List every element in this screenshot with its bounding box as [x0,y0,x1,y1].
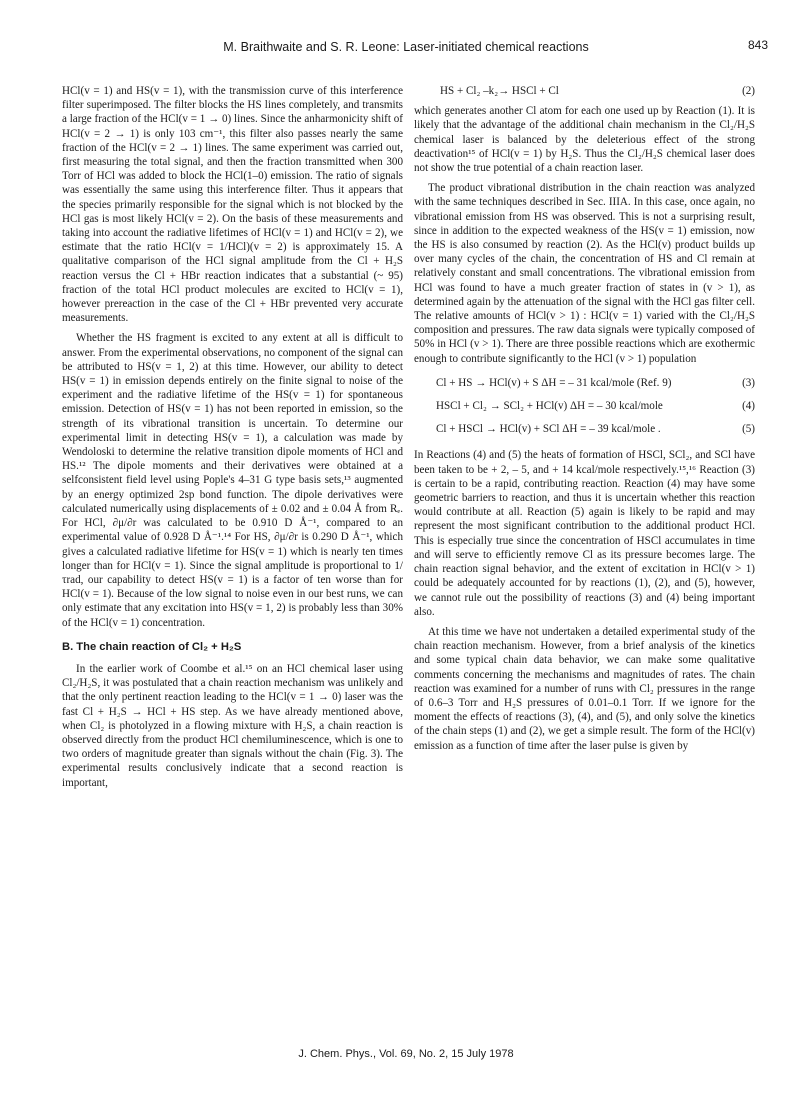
equation-text: HSCl + Cl₂ → SCl₂ + HCl(v) ΔH = – 30 kcal/mole [436,400,663,413]
equation-number: (5) [742,423,755,436]
equation-4 [414,399,755,413]
paragraph: Whether the HS fragment is excited to any extent at all is difficult to answer. From the experimental observations, no component of the signal can be attributed to HS(v = 1, 2) at this time. However, our ability to detect HS(v = 1) in emission depends entirely on the finite signal to noise of the experiment and the radiative lifetime of the HS(v = 1) for spontaneous emission. Detection of HS(v = 1) has not been reported in emission, so the strength of its vibrational transition is uncertain. To determine our experimental limit in detecting HS(v = 1), a calculation was made by Wendoloski to determine the relative transition dipole moments of HCl and HS.¹² The dipole moments and their derivatives were obtained at a selfconsistent field level using Pople's 4–31 G type basis sets,¹³ augmented by an energy optimized 2sp bond function. The dipole derivatives were calculated numerically using displacements of ± 0.02 and ± 0.04 Å from Rₑ. For HCl, ∂μ/∂r was calculated to be 0.910 D Å⁻¹, compared to an experimental value of 0.928 D Å⁻¹.¹⁴ For HS, ∂μ/∂r is 0.290 D Å⁻¹, which gives a calculated radiative lifetime for HS(v = 1) which is nearly ten times longer than for HCl(v = 1). Since the signal amplitude is proportional to 1/τrad, our capability to detect HS(v = 1) is a factor of ten worse than for HCl(v = 1). Because of the low signal to noise even in our best runs, we can only estimate that any excitation into HS(v = 1, 2) is probably less than 30% of the HCl(v = 1) concentration. [62,332,403,629]
paragraph: The product vibrational distribution in the chain reaction was analyzed with the same techniques described in Sec. IIIA. In this case, once again, no vibrational emission from HS was observed. This is not a surprising result, since in addition to the expected weakness of the HS(v = 1) emission, now the HS is also consumed by reaction (2). As the HCl(v) product builds up over many cycles of the chain, the concentration of HS and Cl remain at relatively constant and small concentrations. The vibrational emission from HCl was found to have a much greater fraction of states in (v > 1), as determined again by the attenuation of the signal with the HCl gas filter cell. The relative amounts of HCl(v > 1) : HCl(v = 1) varied with the Cl₂/H₂S composition and pressures. The raw data signals were typically composed of 50% in HCl (v > 1). There are three possible reactions which are exothermic enough to contribute significantly to the HCl (v > 1) population [414,182,755,365]
equation-text: Cl + HS → HCl(v) + S ΔH = – 31 kcal/mole (Ref. 9) [436,376,672,389]
paragraph: which generates another Cl atom for each one used up by Reaction (1). It is likely that the advantage of the additional chain mechanism in the Cl₂/H₂S chemical laser is balanced by the deleterious effect of the strong deactivation¹⁵ of HCl(v = 1) by H₂S. Thus the Cl₂/H₂S chemical laser does not show the true potential of a chain reaction laser. [414,105,755,175]
equation-block [414,376,755,437]
equation-3 [414,376,755,390]
equation-5 [414,422,755,436]
running-header [0,40,812,58]
journal-citation: J. Chem. Phys., Vol. 69, No. 2, 15 July 1978 [298,1048,514,1060]
page-number: 843 [747,38,768,52]
paragraph: In Reactions (4) and (5) the heats of formation of HSCl, SCl₂, and SCl have been taken to be + 2, – 5, and + 14 kcal/mole respectively.¹⁵,¹⁶ Reaction (3) is certain to be a rapid, contributing reaction. Reaction (4) may have some geometric barriers to reaction, and thus it is uncertain whether this reaction would contribute at all. Reaction (5) again is likely to be rapid and may represent the most significant contribution to the additional product HCl. This is especially true since the concentration of HSCl accumulates in time and will serve to efficiently remove Cl as its pressure becomes large. The chain reaction signal behavior, and the extent of excitation in HCl(v > 1) could be adequately accounted for by reactions (1), (2), and (5), however, we cannot rule out the possibility of reactions (3) and (4) being important also. [414,449,755,618]
running-title: M. Braithwaite and S. R. Leone: Laser-initiated chemical reactions [223,40,589,54]
equation-number: (2) [742,85,755,97]
equation-2 [414,84,755,98]
paragraph: At this time we have not undertaken a detailed experimental study of the chain reaction mechanism. However, from a brief analysis of the kinetics and some typical chain data behavior, we can make some qualitative comments concerning the mechanisms and magnitudes of rates. The chain reaction was examined for a number of runs with Cl₂ pressures in the range of 0.6–3 Torr and H₂S pressures of 0.01–0.1 Torr. If we ignore for the moment the effects of reactions (3), (4), and (5), and only solve the kinetics of the chain steps (1) and (2), we get a simple result. The form of the HCl(v) emission as a function of time after the laser pulse is given by [414,625,755,752]
equation-text: HS + Cl₂ –k₂→ HSCl + Cl [440,85,559,97]
paragraph: In the earlier work of Coombe et al.¹⁵ on an HCl chemical laser using Cl₂/H₂S, it was postulated that a chain reaction mechanism was unlikely and that the only pertinent reaction leading to the HCl(v = 1 → 0) laser was the fast Cl + H₂S → HCl + HS step. As we have already mentioned above, when Cl₂ is photolyzed in a flowing mixture with H₂S, a chain reaction is observed directly from the product HCl chemiluminescence, which is one to two orders of magnitude greater than signals without the chain (Fig. 3). The experimental results conclusively indicate that a second reaction is important, [62,662,403,789]
equation-number: (4) [742,400,755,413]
paragraph: HCl(v = 1) and HS(v = 1), with the transmission curve of this interference filter superimposed. The filter blocks the HS lines completely, and transmits a large fraction of the HCl(v = 1 → 0) lines. Since the anharmonicity shift of HCl(v = 2 → 1) is only 103 cm⁻¹, this filter also passes nearly the same fraction of the HCl(v = 2 → 1) lines. The same experiment was carried out, first measuring the total signal, and then the fraction transmitted when 300 Torr of HCl was added to block the HCl(1–0) emission. The ratio of signals was essentially the same using this interference filter. Thus it appears that the species primarily responsible for the signal which is not blocked by the HCl gas is most likely HCl(v = 2). On the basis of these measurements and taking into account the radiative lifetimes of HCl(v = 1) and HCl(v = 2), we estimate that the ratio HCl(v = 1/HCl)(v = 2) is approximately 15. A qualitative comparison of the HCl signal amplitude from the Cl + H₂S reaction versus the Cl + HBr reaction indicates that a substantial (~ 95) fraction of the total HCl product molecules are excited to HCl(v = 1), however prereaction in the case of the Cl + HBr prevented very accurate measurements. [62,85,403,325]
right-column [414,84,755,759]
equation-text: Cl + HSCl → HCl(v) + SCl ΔH = – 39 kcal/mole . [436,423,661,436]
equation-number: (3) [742,376,755,389]
section-heading: B. The chain reaction of Cl₂ + H₂S [62,640,242,653]
left-column [62,84,403,796]
